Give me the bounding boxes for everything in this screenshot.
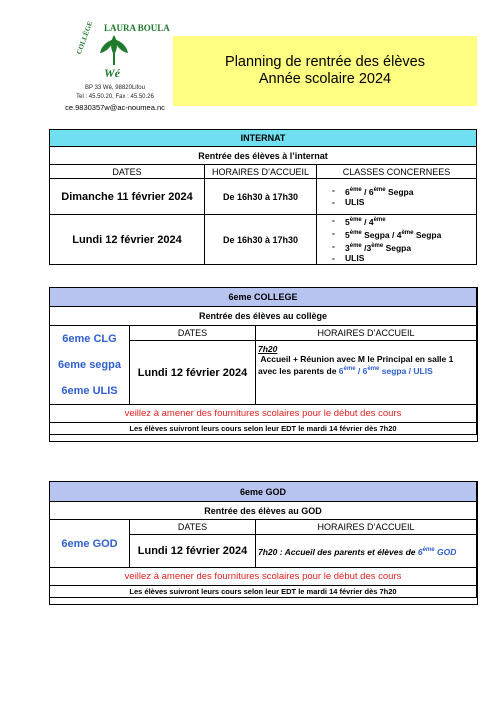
college-logo [74, 17, 170, 81]
class-item: - 3ème /3ème Segpa [345, 241, 474, 254]
supplies-note: veillez à amener des fournitures scolaires pour le début des cours [50, 568, 477, 586]
row-classes [317, 215, 477, 265]
address-line-1: BP 33 Wé, 98820Lifou [85, 85, 145, 91]
svg-text:Wé: Wé [104, 66, 120, 80]
desc-main: 7h20 : Accueil des parents et élèves de [258, 546, 418, 557]
row-horaire: De 16h30 à 17h30 [205, 215, 317, 265]
class-item: - ULIS [345, 197, 474, 208]
edt-note: Les élèves suivront leurs cours selon leur EDT le mardi 14 février dès 7h20 [50, 586, 477, 598]
class-item: - 5ème Segpa / 4ème Segpa [345, 228, 474, 241]
class-item: - ULIS [345, 253, 474, 264]
desc-main: Accueil + Réunion avec M le Principal en salle 1 avec les parents de [258, 354, 454, 377]
school-address [40, 84, 190, 112]
title-box [173, 36, 477, 106]
page-subtitle: Année scolaire 2024 [258, 71, 392, 87]
college-section-title: 6eme COLLEGE [50, 288, 477, 307]
col-header-horaires: HORAIRES D’ACCUEIL [205, 165, 317, 179]
row-description [256, 341, 477, 405]
group-6eme-god: 6eme GOD [50, 520, 130, 568]
college-subtitle: Rentrée des élèves au collège [50, 307, 477, 326]
internat-section-title: INTERNAT [50, 130, 477, 147]
page-title: Planning de rentrée des élèves [225, 54, 425, 70]
god-subtitle: Rentrée des élèves au GOD [50, 502, 477, 520]
address-line-2: Tel : 45.50.20, Fax : 45.50.26 [76, 94, 154, 100]
internat-subtitle: Rentrée des élèves à l’internat [50, 147, 477, 165]
col-header-dates: DATES [130, 326, 256, 341]
row-horaire: De 16h30 à 17h30 [205, 179, 317, 215]
college-table [49, 287, 477, 435]
group-6eme-clg: 6eme CLG [62, 333, 117, 345]
edt-note: Les élèves suivront leurs cours selon leur EDT le mardi 14 février dès 7h20 [50, 423, 477, 435]
class-item: - 6ème / 6ème Segpa [345, 185, 474, 198]
row-description [256, 535, 477, 568]
desc-classes: 6ème / 6ème segpa / ULIS [338, 366, 433, 377]
row-date: Dimanche 11 février 2024 [50, 179, 205, 215]
svg-text:LAURA BOULA: LAURA BOULA [104, 23, 170, 33]
col-header-horaires: HORAIRES D’ACCUEIL [256, 520, 477, 535]
row-desc-text [258, 354, 474, 376]
god-table [49, 481, 477, 598]
row-date: Lundi 12 février 2024 [130, 535, 256, 568]
email-address[interactable]: ce.9830357w@ac-noumea.nc [65, 103, 165, 112]
row-classes [317, 179, 477, 215]
god-section-title: 6eme GOD [50, 482, 477, 502]
row-time: 7h20 [258, 344, 278, 355]
row-date: Lundi 12 février 2024 [130, 341, 256, 405]
supplies-note: veillez à amener des fournitures scolaires pour le début des cours [50, 405, 477, 423]
table-row [50, 179, 477, 215]
col-header-dates: DATES [50, 165, 205, 179]
college-groups [50, 326, 130, 405]
col-header-horaires: HORAIRES D’ACCUEIL [256, 326, 477, 341]
group-6eme-segpa: 6eme segpa [58, 359, 121, 371]
row-date: Lundi 12 février 2024 [50, 215, 205, 265]
desc-classes: 6ème GOD [417, 546, 457, 557]
group-6eme-ulis: 6eme ULIS [61, 385, 118, 397]
svg-text:COLLÈGE: COLLÈGE [74, 20, 95, 56]
internat-table [49, 129, 477, 265]
col-header-classes: CLASSES CONCERNEES [317, 165, 477, 179]
class-item: - 5ème / 4ème [345, 215, 474, 228]
col-header-dates: DATES [130, 520, 256, 535]
table-row [50, 215, 477, 265]
